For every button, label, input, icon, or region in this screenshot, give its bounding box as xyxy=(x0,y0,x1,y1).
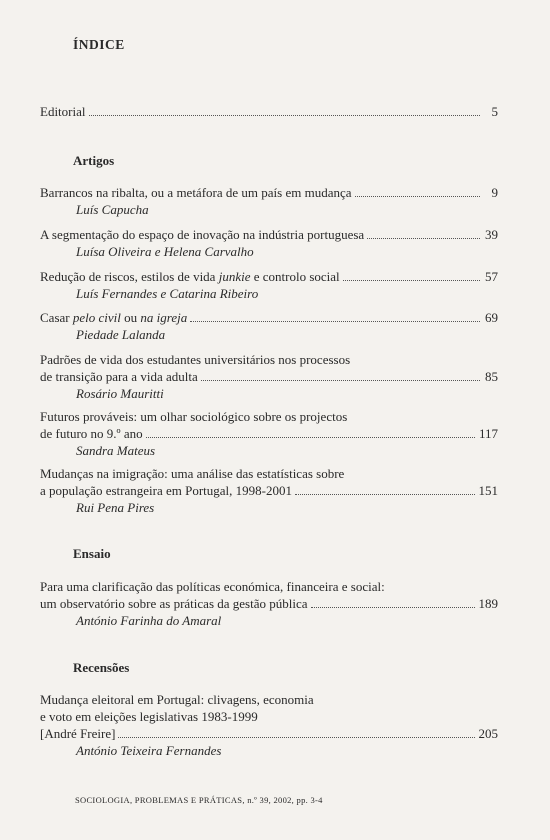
entry-title-cont: um observatório sobre as práticas da gestão pública xyxy=(40,596,308,611)
dot-leader xyxy=(146,437,475,438)
entry-title-cont: de transição para a vida adulta xyxy=(40,369,198,384)
page-number: 57 xyxy=(485,269,498,284)
toc-entry[interactable] xyxy=(40,578,498,629)
entry-title: Mudança eleitoral em Portugal: clivagens, economia xyxy=(40,692,314,707)
dot-leader xyxy=(311,607,475,608)
dot-leader xyxy=(118,737,474,738)
entry-title-cont: de futuro no 9.º ano xyxy=(40,426,143,441)
page-number: 39 xyxy=(485,227,498,242)
entry-title: Barrancos na ribalta, ou a metáfora de um país em mudança xyxy=(40,185,352,200)
page-number: 151 xyxy=(478,483,498,498)
entry-title: Para uma clarificação das políticas económica, financeira e social: xyxy=(40,579,385,594)
dot-leader xyxy=(355,196,480,197)
page-footer: SOCIOLOGIA, PROBLEMAS E PRÁTICAS, n.º 39, 2002, pp. 3-4 xyxy=(75,795,323,805)
toc-entry[interactable] xyxy=(40,184,498,218)
entry-title-italic: pelo civil xyxy=(72,310,121,325)
entry-title: Futuros prováveis: um olhar sociológico sobre os projectos xyxy=(40,409,348,424)
entry-title: Padrões de vida dos estudantes universitários nos processos xyxy=(40,352,351,367)
entry-title: A segmentação do espaço de inovação na indústria portuguesa xyxy=(40,227,365,242)
entry-title xyxy=(40,309,187,326)
entry-title-part: e controlo social xyxy=(250,269,340,284)
toc-entry[interactable] xyxy=(40,691,498,759)
toc-entry[interactable] xyxy=(40,268,498,302)
section-heading-recensoes: Recensões xyxy=(73,660,130,675)
toc-entry[interactable] xyxy=(40,465,498,516)
entry-title-cont: e voto em eleições legislativas 1983-1999 xyxy=(40,709,258,724)
entry-title-part: Redução de riscos, estilos de vida xyxy=(40,269,219,284)
page-number: 5 xyxy=(491,104,498,119)
toc-entry[interactable] xyxy=(40,309,498,343)
page-number: 69 xyxy=(485,310,498,325)
entry-author: Piedade Lalanda xyxy=(76,327,166,342)
dot-leader xyxy=(343,280,480,281)
page-number: 9 xyxy=(491,185,498,200)
entry-title-part: ou xyxy=(120,310,141,325)
toc-entry[interactable] xyxy=(40,351,498,402)
page-number: 205 xyxy=(478,726,498,741)
entry-title: Mudanças na imigração: uma análise das estatísticas sobre xyxy=(40,466,345,481)
entry-title: Editorial xyxy=(40,104,86,119)
dot-leader xyxy=(190,321,480,322)
entry-title xyxy=(40,268,340,285)
toc-entry[interactable] xyxy=(40,408,498,459)
entry-title-italic: na igreja xyxy=(140,310,188,325)
entry-author: Rui Pena Pires xyxy=(76,500,155,515)
entry-title-cont: [André Freire] xyxy=(40,726,116,741)
entry-author: Luís Fernandes e Catarina Ribeiro xyxy=(76,286,259,301)
entry-title-cont: a população estrangeira em Portugal, 1998-2001 xyxy=(40,483,292,498)
entry-title-part: Casar xyxy=(40,310,73,325)
entry-author: António Farinha do Amaral xyxy=(76,613,222,628)
toc-entry-editorial[interactable] xyxy=(40,103,498,120)
entry-author: Luísa Oliveira e Helena Carvalho xyxy=(76,244,254,259)
entry-author: António Teixeira Fernandes xyxy=(76,743,222,758)
toc-entry[interactable] xyxy=(40,226,498,260)
entry-title-italic: junkie xyxy=(218,269,251,284)
entry-author: Luís Capucha xyxy=(76,202,149,217)
page-number: 85 xyxy=(485,369,498,384)
dot-leader xyxy=(201,380,480,381)
dot-leader xyxy=(89,115,481,116)
page-title: ÍNDICE xyxy=(73,37,125,52)
entry-author: Rosário Mauritti xyxy=(76,386,164,401)
dot-leader xyxy=(295,494,475,495)
page-number: 117 xyxy=(478,426,498,441)
dot-leader xyxy=(367,238,480,239)
section-heading-artigos: Artigos xyxy=(73,153,115,168)
page-number: 189 xyxy=(478,596,498,611)
section-heading-ensaio: Ensaio xyxy=(73,546,111,561)
entry-author: Sandra Mateus xyxy=(76,443,156,458)
